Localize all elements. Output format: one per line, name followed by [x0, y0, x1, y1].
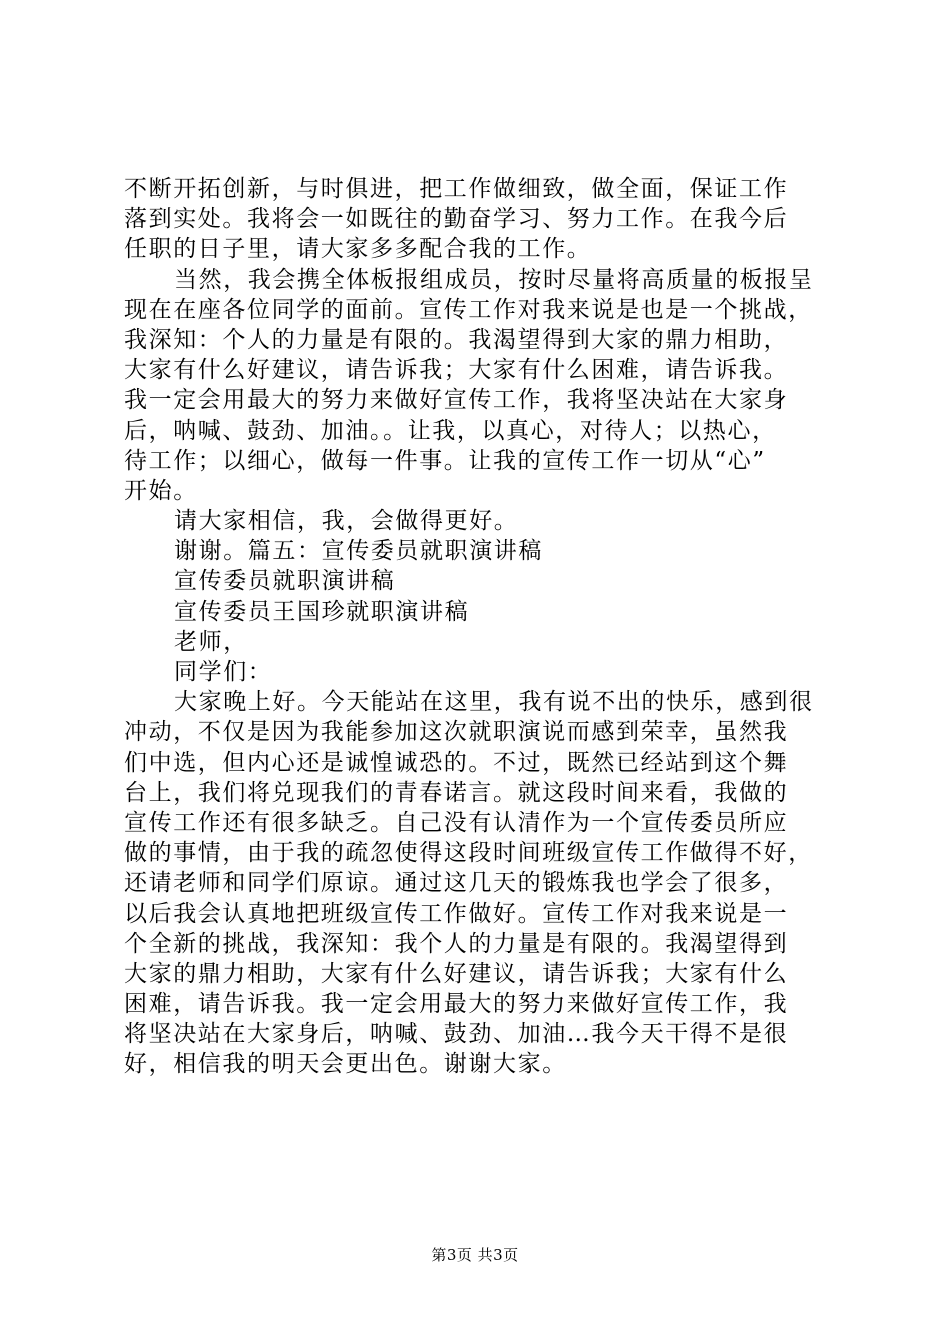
text-line: 同学们： [174, 659, 273, 685]
text-line: 我一定会用最大的努力来做好宣传工作，我将坚决站在大家身 [124, 387, 789, 414]
text-line: 谢谢。篇五：宣传委员就职演讲稿 [174, 538, 543, 565]
text-line: 后，呐喊、鼓劲、加油。。让我，以真心，对待人；以热心， [124, 417, 777, 444]
text-line: 当然，我会携全体板报组成员，按时尽量将高质量的板报呈 [174, 266, 814, 293]
text-line: 老师， [174, 628, 248, 655]
text-line: 请大家相信，我，会做得更好。 [174, 508, 519, 535]
text-line: 宣传工作还有很多缺乏。自己没有认清作为一个宣传委员所应 [124, 809, 789, 836]
text-line: 做的事情，由于我的疏忽使得这段时间班级宣传工作做得不好， [124, 840, 813, 867]
page-footer [0, 1245, 950, 1265]
text-line: 台上，我们将兑现我们的青春诺言。就这段时间来看，我做的 [124, 779, 789, 806]
text-line: 还请老师和同学们原谅。通过这几天的锻炼我也学会了很多， [124, 870, 789, 897]
text-line: 们中选，但内心还是诚惶诚恐的。不过，既然已经站到这个舞 [124, 749, 789, 776]
text-line: 宣传委员王国珍就职演讲稿 [174, 598, 470, 625]
text-line: 我深知：个人的力量是有限的。我渴望得到大家的鼎力相助， [124, 326, 789, 353]
page-number-label: 第3页 共3页 [431, 1246, 519, 1264]
text-line: 现在在座各位同学的面前。宣传工作对我来说是也是一个挑战， [124, 296, 813, 323]
text-line: 待工作；以细心，做每一件事。让我的宣传工作一切从“心” [124, 447, 766, 474]
text-line: 宣传委员就职演讲稿 [174, 568, 396, 595]
text-line: 不断开拓创新，与时俱进，把工作做细致，做全面，保证工作 [124, 176, 789, 202]
text-line: 开始。 [124, 477, 198, 504]
text-line: 将坚决站在大家身后，呐喊、鼓劲、加油…我今天干得不是很 [124, 1021, 789, 1048]
text-line: 冲动，不仅是因为我能参加这次就职演说而感到荣幸，虽然我 [124, 719, 789, 746]
text-line: 个全新的挑战，我深知：我个人的力量是有限的。我渴望得到 [124, 930, 789, 957]
text-line: 落到实处。我将会一如既往的勤奋学习、努力工作。在我今后 [124, 206, 789, 233]
text-line: 困难，请告诉我。我一定会用最大的努力来做好宣传工作，我 [124, 991, 789, 1018]
text-line: 大家的鼎力相助，大家有什么好建议，请告诉我；大家有什么 [124, 960, 789, 987]
text-line: 大家晚上好。今天能站在这里，我有说不出的快乐，感到很 [174, 689, 814, 716]
text-line: 任职的日子里，请大家多多配合我的工作。 [124, 236, 592, 263]
text-line: 好，相信我的明天会更出色。谢谢大家。 [124, 1051, 567, 1078]
text-line: 大家有什么好建议，请告诉我；大家有什么困难，请告诉我。 [124, 357, 789, 384]
document-body [124, 174, 844, 1080]
text-line: 以后我会认真地把班级宣传工作做好。宣传工作对我来说是一 [124, 900, 789, 927]
